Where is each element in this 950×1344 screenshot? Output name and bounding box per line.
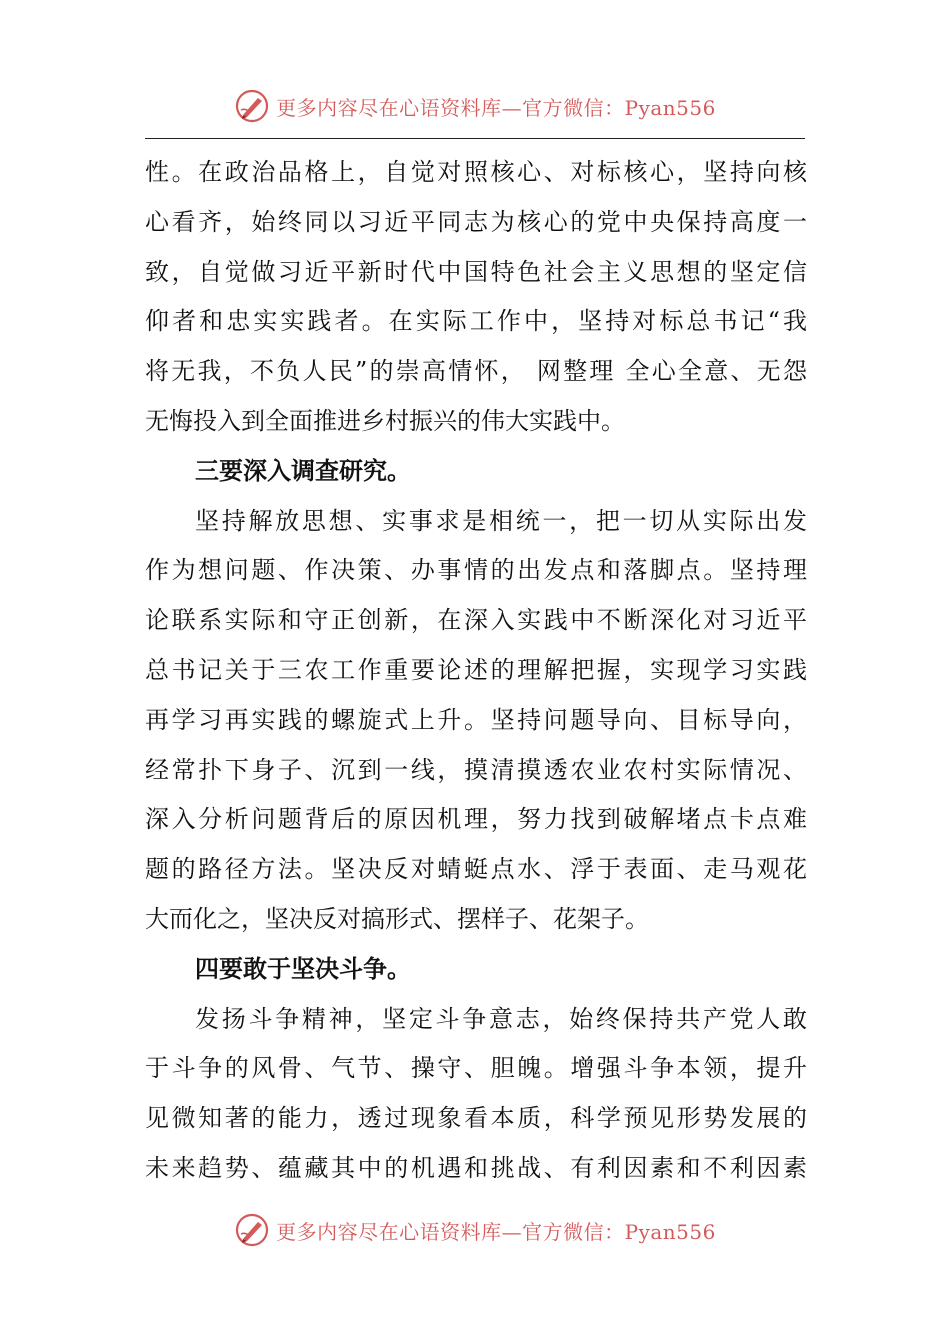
paragraph-line: 大而化之，坚决反对搞形式、摆样子、花架子。 <box>145 904 649 933</box>
header-banner <box>0 86 950 126</box>
paragraph-line: 坚持解放思想、实事求是相统一，把一切从实际出发 <box>195 506 807 535</box>
pen-logo-icon <box>234 1212 270 1248</box>
paragraph-line: 无悔投入到全面推进乡村振兴的伟大实践中。 <box>145 406 625 435</box>
paragraph-line: 作为想问题、作决策、办事情的出发点和落脚点。坚持理 <box>145 556 807 585</box>
paragraph-line: 见微知著的能力，透过现象看本质，科学预见形势发展的 <box>145 1104 807 1133</box>
footer-banner <box>0 1210 950 1250</box>
pen-logo-icon <box>234 88 270 124</box>
paragraph-line: 总书记关于三农工作重要论述的理解把握，实现学习实践 <box>145 655 807 684</box>
section-heading: 三要深入调查研究。 <box>195 456 411 485</box>
section-heading: 四要敢于坚决斗争。 <box>195 954 411 983</box>
paragraph-line: 论联系实际和守正创新，在深入实践中不断深化对习近平 <box>145 606 807 635</box>
paragraph-line: 再学习再实践的螺旋式上升。坚持问题导向、目标导向， <box>145 705 807 734</box>
paragraph-line: 将无我，不负人民”的崇高情怀， 网整理 全心全意、无怨 <box>145 357 807 386</box>
paragraph-line: 深入分析问题背后的原因机理，努力找到破解堵点卡点难 <box>145 805 807 834</box>
paragraph-line: 未来趋势、蕴藏其中的机遇和挑战、有利因素和不利因素 <box>145 1153 807 1182</box>
document-body <box>145 148 807 1194</box>
paragraph-line: 仰者和忠实实践者。在实际工作中，坚持对标总书记“我 <box>145 307 807 336</box>
footer-banner-text: 更多内容尽在心语资料库—官方微信：Pyan556 <box>276 1219 716 1244</box>
paragraph-line: 心看齐，始终同以习近平同志为核心的党中央保持高度一 <box>145 207 807 236</box>
paragraph-line: 性。在政治品格上，自觉对照核心、对标核心，坚持向核 <box>145 158 807 186</box>
paragraph-line: 于斗争的风骨、气节、操守、胆魄。增强斗争本领，提升 <box>145 1054 807 1083</box>
paragraph-line: 经常扑下身子、沉到一线，摸清摸透农业农村实际情况、 <box>145 755 807 784</box>
paragraph-line: 致，自觉做习近平新时代中国特色社会主义思想的坚定信 <box>145 257 807 286</box>
paragraph-line: 发扬斗争精神，坚定斗争意志，始终保持共产党人敢 <box>195 1004 807 1033</box>
paragraph-line: 题的路径方法。坚决反对蜻蜓点水、浮于表面、走马观花 <box>145 855 807 884</box>
header-divider <box>145 138 805 139</box>
header-banner-text: 更多内容尽在心语资料库—官方微信：Pyan556 <box>276 95 716 120</box>
